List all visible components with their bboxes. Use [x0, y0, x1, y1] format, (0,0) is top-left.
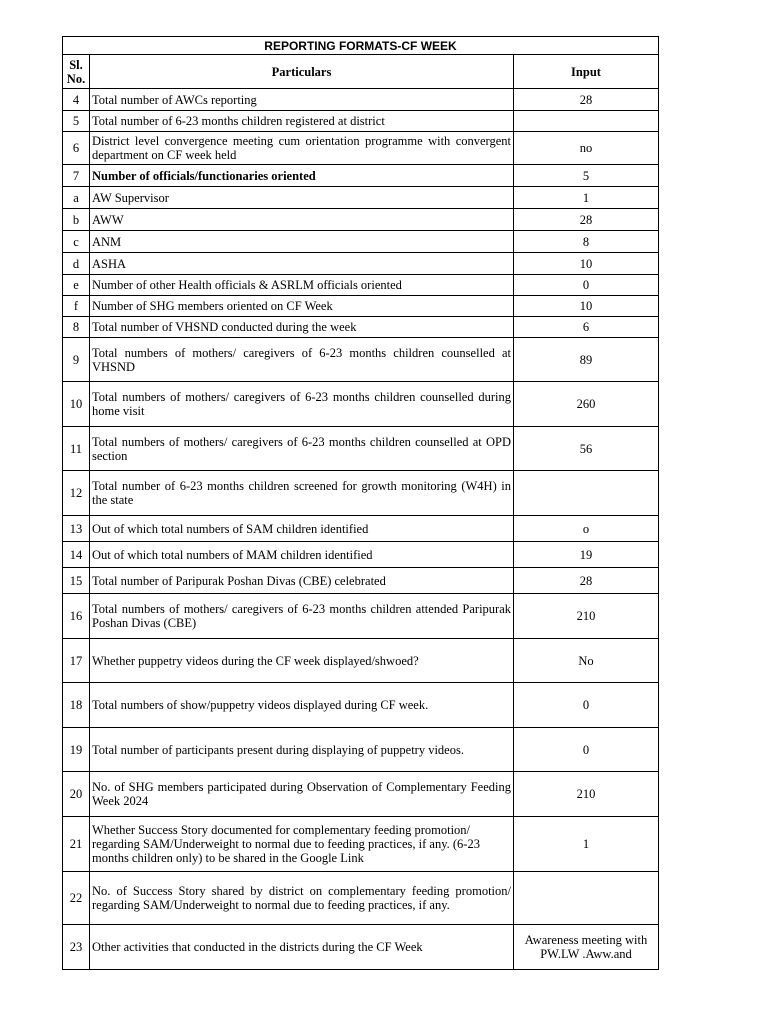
particulars-cell: No. of Success Story shared by district on complementary feeding promotion/ regarding SAM/Underweight to normal due to feeding practices, if any. [90, 872, 514, 925]
particulars-cell: AW Supervisor [90, 187, 514, 209]
particulars-cell: No. of SHG members participated during Observation of Complementary Feeding Week 2024 [90, 772, 514, 817]
table-row [63, 925, 659, 970]
sl-cell: 5 [63, 111, 90, 132]
table-row [63, 231, 659, 253]
input-cell[interactable]: No [514, 639, 659, 683]
input-cell[interactable]: Awareness meeting with PW.LW .Aww.and [514, 925, 659, 970]
table-row [63, 872, 659, 925]
sl-cell: c [63, 231, 90, 253]
sl-cell: 14 [63, 542, 90, 568]
particulars-cell: Out of which total numbers of MAM children identified [90, 542, 514, 568]
sl-cell: 23 [63, 925, 90, 970]
particulars-cell: Number of other Health officials & ASRLM officials oriented [90, 275, 514, 296]
sl-cell: 10 [63, 382, 90, 427]
sl-cell: 4 [63, 89, 90, 111]
input-cell[interactable]: 8 [514, 231, 659, 253]
particulars-cell: Number of SHG members oriented on CF Week [90, 296, 514, 317]
input-cell[interactable]: 5 [514, 165, 659, 187]
input-cell[interactable]: o [514, 516, 659, 542]
particulars-cell: Whether puppetry videos during the CF week displayed/shwoed? [90, 639, 514, 683]
report-table [62, 36, 659, 970]
sl-cell: 6 [63, 132, 90, 165]
table-title: REPORTING FORMATS-CF WEEK [63, 37, 659, 55]
particulars-cell: Total number of participants present during displaying of puppetry videos. [90, 728, 514, 772]
header-input: Input [514, 55, 659, 89]
particulars-cell: Total numbers of mothers/ caregivers of 6-23 months children counselled during home visit [90, 382, 514, 427]
title-row [63, 37, 659, 55]
sl-cell: 15 [63, 568, 90, 594]
input-cell[interactable]: 10 [514, 296, 659, 317]
sl-cell: 8 [63, 317, 90, 338]
particulars-cell: Other activities that conducted in the districts during the CF Week [90, 925, 514, 970]
input-cell[interactable]: 28 [514, 209, 659, 231]
input-cell[interactable]: 1 [514, 187, 659, 209]
sl-cell: a [63, 187, 90, 209]
particulars-cell: ANM [90, 231, 514, 253]
particulars-cell: Total numbers of show/puppetry videos displayed during CF week. [90, 683, 514, 728]
table-row [63, 471, 659, 516]
table-row [63, 111, 659, 132]
table-row [63, 639, 659, 683]
input-cell[interactable]: 210 [514, 594, 659, 639]
input-cell[interactable]: 0 [514, 728, 659, 772]
table-row [63, 317, 659, 338]
input-cell[interactable]: 260 [514, 382, 659, 427]
input-cell[interactable]: 19 [514, 542, 659, 568]
input-cell[interactable]: 28 [514, 568, 659, 594]
particulars-cell: Total number of Paripurak Poshan Divas (CBE) celebrated [90, 568, 514, 594]
input-cell[interactable]: 89 [514, 338, 659, 382]
particulars-cell: Total number of AWCs reporting [90, 89, 514, 111]
sl-cell: 13 [63, 516, 90, 542]
particulars-cell: Total numbers of mothers/ caregivers of 6-23 months children counselled at VHSND [90, 338, 514, 382]
table-row [63, 187, 659, 209]
sl-cell: 19 [63, 728, 90, 772]
table-row [63, 542, 659, 568]
input-cell[interactable]: 0 [514, 683, 659, 728]
table-row [63, 89, 659, 111]
sl-cell: 9 [63, 338, 90, 382]
table-row [63, 594, 659, 639]
particulars-cell: Total number of 6-23 months children screened for growth monitoring (W4H) in the state [90, 471, 514, 516]
header-particulars: Particulars [90, 55, 514, 89]
particulars-cell: Number of officials/functionaries oriented [90, 165, 514, 187]
particulars-cell: Whether Success Story documented for complementary feeding promotion/ regarding SAM/Underweight to normal due to feeding practices, if any. (6-23 months children only) to be shared in the Google Link [90, 817, 514, 872]
input-cell[interactable] [514, 111, 659, 132]
sl-cell: 18 [63, 683, 90, 728]
particulars-cell: Out of which total numbers of SAM children identified [90, 516, 514, 542]
table-row [63, 427, 659, 471]
sl-cell: b [63, 209, 90, 231]
table-row [63, 728, 659, 772]
sl-cell: f [63, 296, 90, 317]
particulars-cell: Total number of VHSND conducted during the week [90, 317, 514, 338]
table-row [63, 772, 659, 817]
input-cell[interactable] [514, 471, 659, 516]
table-row [63, 338, 659, 382]
input-cell[interactable]: no [514, 132, 659, 165]
table-row [63, 253, 659, 275]
input-cell[interactable]: 0 [514, 275, 659, 296]
particulars-cell: ASHA [90, 253, 514, 275]
table-row [63, 382, 659, 427]
table-row [63, 209, 659, 231]
sl-cell: 12 [63, 471, 90, 516]
input-cell[interactable]: 56 [514, 427, 659, 471]
input-cell[interactable] [514, 872, 659, 925]
sl-cell: 17 [63, 639, 90, 683]
table-row [63, 296, 659, 317]
sl-cell: 11 [63, 427, 90, 471]
sl-cell: e [63, 275, 90, 296]
table-row [63, 683, 659, 728]
particulars-cell: Total numbers of mothers/ caregivers of 6-23 months children attended Paripurak Poshan Divas (CBE) [90, 594, 514, 639]
header-sl-no: Sl. No. [63, 55, 90, 89]
particulars-cell: Total number of 6-23 months children registered at district [90, 111, 514, 132]
table-row [63, 568, 659, 594]
sl-cell: 7 [63, 165, 90, 187]
sl-cell: d [63, 253, 90, 275]
input-cell[interactable]: 10 [514, 253, 659, 275]
table-row [63, 817, 659, 872]
table-row [63, 165, 659, 187]
sl-cell: 20 [63, 772, 90, 817]
input-cell[interactable]: 1 [514, 817, 659, 872]
table-row [63, 275, 659, 296]
table-row [63, 516, 659, 542]
particulars-cell: District level convergence meeting cum orientation programme with convergent department on CF week held [90, 132, 514, 165]
sl-cell: 21 [63, 817, 90, 872]
sl-cell: 22 [63, 872, 90, 925]
sl-cell: 16 [63, 594, 90, 639]
particulars-cell: AWW [90, 209, 514, 231]
input-cell[interactable]: 28 [514, 89, 659, 111]
header-row [63, 55, 659, 89]
table-row [63, 132, 659, 165]
input-cell[interactable]: 210 [514, 772, 659, 817]
input-cell[interactable]: 6 [514, 317, 659, 338]
particulars-cell: Total numbers of mothers/ caregivers of 6-23 months children counselled at OPD section [90, 427, 514, 471]
